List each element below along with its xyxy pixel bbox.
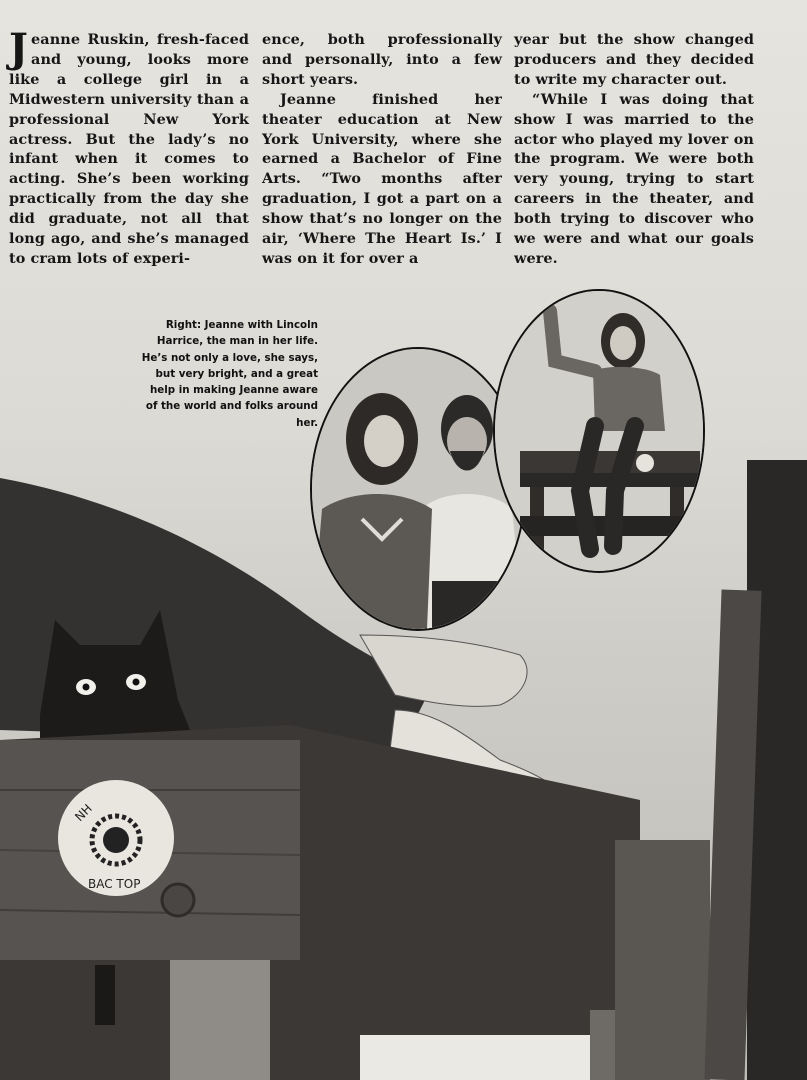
sticker-badge xyxy=(58,780,174,896)
article-column-3 xyxy=(514,30,754,269)
article-column-2 xyxy=(262,30,502,269)
photo-couple xyxy=(310,347,526,631)
article-column-1 xyxy=(9,25,249,269)
sticker-text-top: NH xyxy=(72,801,95,825)
article-paragraph: ence, both professionally and personally, into a few short years. xyxy=(262,31,502,88)
sticker-text-bottom: BAC TOP xyxy=(88,877,141,891)
photo-caption: Right: Jeanne with Lincoln Harrice, the man in her life. He’s not only a love, she says, but very bright, and a great help in making Jeanne aware of the world and folks around her. xyxy=(141,319,318,429)
article-paragraph: year but the show changed producers and they decided to write my character out. xyxy=(514,31,754,88)
article-paragraph xyxy=(9,25,249,269)
photo-actress-sitting xyxy=(493,289,705,573)
article-paragraph: “While I was doing that show I was married to the actor who played my lover on the program. We were both very young, trying to start careers in the theater, and both trying to discover who we were and what our goals were. xyxy=(514,90,754,267)
drop-cap: J xyxy=(9,25,29,72)
paragraph-text: eanne Ruskin, fresh-faced and young, looks more like a college girl in a Midwestern university than a professional New York actress. But the lady’s no infant when it comes to acting. She’s been working practically from the day she did graduate, not all that long ago, and she’s managed to cram lots of experi- xyxy=(9,31,249,267)
article-paragraph: Jeanne finished her theater education at New York University, where she earned a Bachelor of Fine Arts. “Two months after graduation, I got a part on a show that’s no longer on the air, ‘Where The Heart Is.’ I was on it for over a xyxy=(262,90,502,267)
